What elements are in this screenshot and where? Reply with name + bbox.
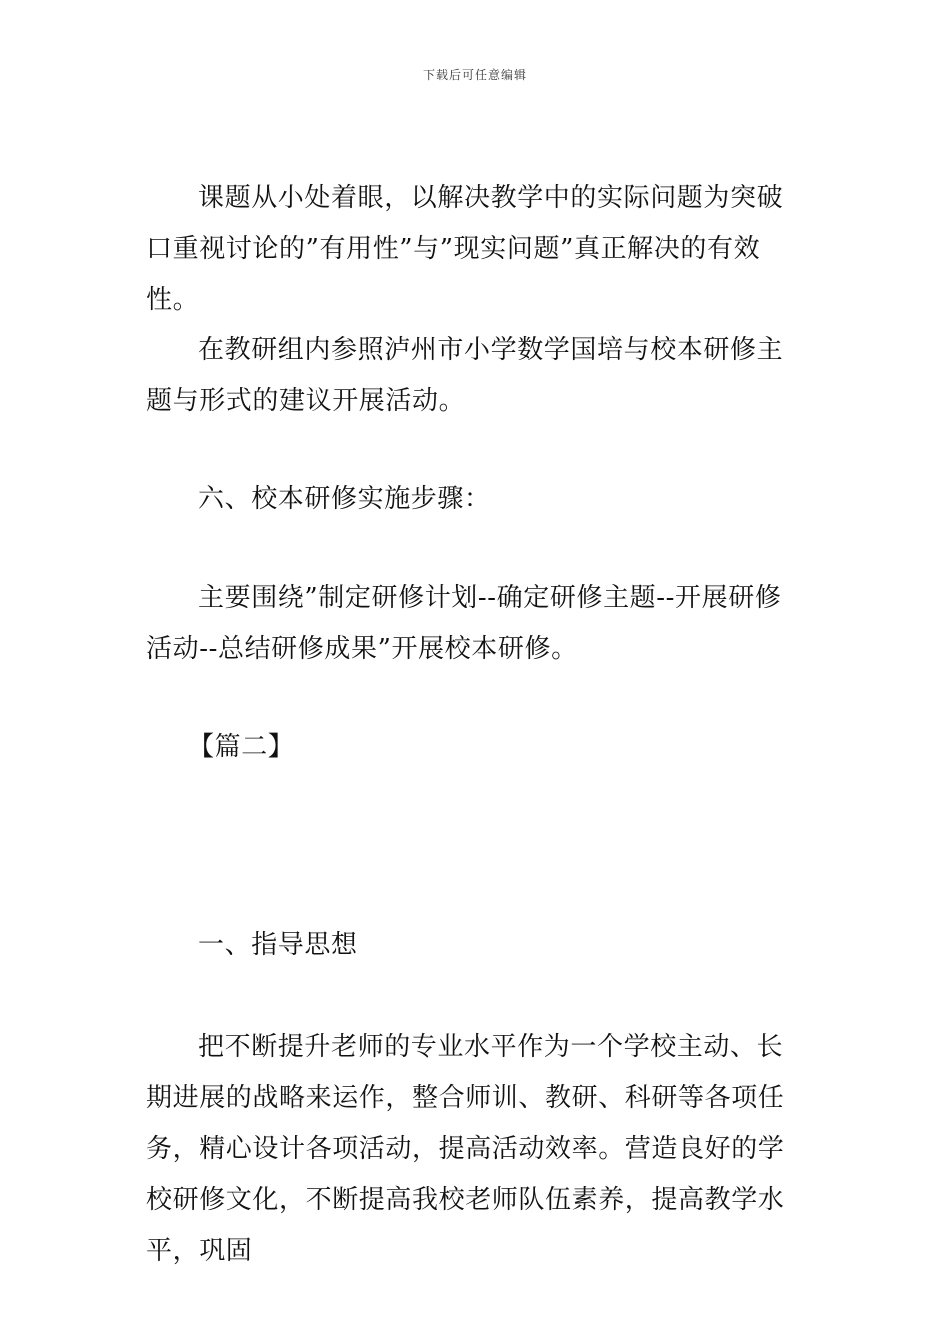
paragraph-implementation-steps: 主要围绕”制定研修计划--确定研修主题--开展研修活动--总结研修成果”开展校本研修。 <box>146 583 782 664</box>
section-heading-implementation-steps: 六、校本研修实施步骤： <box>198 484 491 514</box>
paragraph-guiding-ideology: 把不断提升老师的专业水平作为一个学校主动、长期进展的战略来运作，整合师训、教研、科研等各项任务，精心设计各项活动，提高活动效率。营造良好的学校研修文化，不断提高我校老师队伍素养，提高教学水平，巩固 <box>146 1032 785 1266</box>
section-heading-guiding-ideology: 一、指导思想 <box>198 930 358 960</box>
page-header: 下载后可任意编辑 <box>422 68 527 82</box>
paragraph-activity-reference: 在教研组内参照泸州市小学数学国培与校本研修主题与形式的建议开展活动。 <box>146 335 784 416</box>
part-two-heading: 【篇二】 <box>188 732 295 762</box>
paragraph-research-focus: 课题从小处着眼，以解决教学中的实际问题为突破口重视讨论的”有用性”与”现实问题”真正解决的有效性。 <box>146 183 784 315</box>
